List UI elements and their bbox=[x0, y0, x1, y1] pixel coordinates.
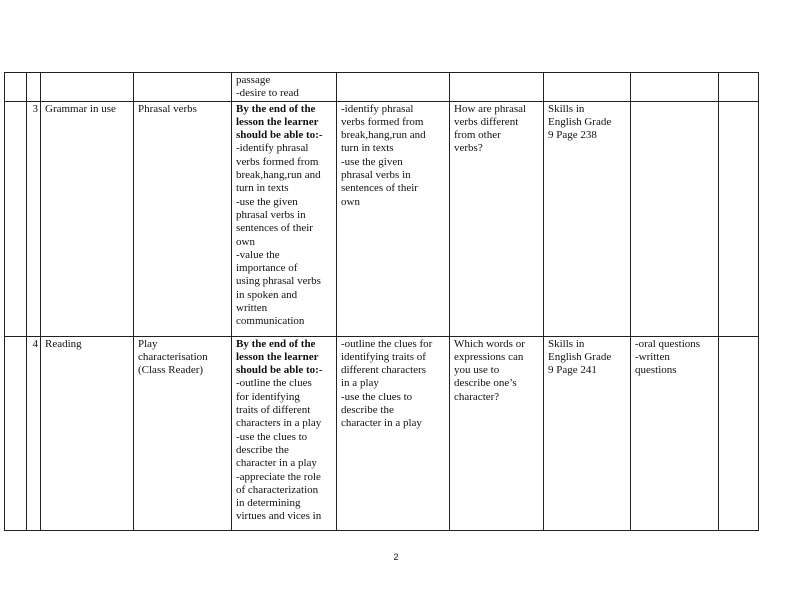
scheme-of-work-table bbox=[4, 72, 759, 531]
lesson-cell: 3 bbox=[27, 101, 41, 336]
resources-cell: Skills in English Grade 9 Page 241 bbox=[544, 336, 631, 530]
week-cell bbox=[5, 336, 27, 530]
table-row bbox=[5, 73, 759, 102]
page-number: 2 bbox=[393, 552, 399, 562]
remarks-cell bbox=[719, 101, 759, 336]
strand-cell: Reading bbox=[41, 336, 134, 530]
outcomes-heading: By the end of the lesson the learner should be able to:- bbox=[236, 102, 323, 142]
strand-cell: Grammar in use bbox=[41, 101, 134, 336]
outcomes-heading: By the end of the lesson the learner should be able to:- bbox=[236, 337, 323, 377]
outcomes-cell bbox=[232, 101, 337, 336]
remarks-cell bbox=[719, 73, 759, 102]
table-row bbox=[5, 101, 759, 336]
resources-cell: Skills in English Grade 9 Page 238 bbox=[544, 101, 631, 336]
assessment-cell bbox=[631, 101, 719, 336]
experiences-cell bbox=[337, 73, 450, 102]
inquiry-question-cell bbox=[450, 73, 544, 102]
remarks-cell bbox=[719, 336, 759, 530]
table-row bbox=[5, 336, 759, 530]
outcomes-text: -outline the clues for identifying traits of different characters in a play -use the clues to describe the character in a play -appreciate the role of characterization in determining virtues and vices in bbox=[236, 377, 322, 523]
week-cell bbox=[5, 73, 27, 102]
inquiry-question-cell: Which words or expressions can you use to describe one’s character? bbox=[450, 336, 544, 530]
week-cell bbox=[5, 101, 27, 336]
sub-strand-cell: Play characterisation (Class Reader) bbox=[134, 336, 232, 530]
outcomes-text: -identify phrasal verbs formed from break,hang,run and turn in texts -use the given phrasal verbs in sentences of their own -value the importance of using phrasal verbs in spoken and written communication bbox=[236, 142, 321, 328]
strand-cell bbox=[41, 73, 134, 102]
experiences-cell: -outline the clues for identifying traits of different characters in a play -use the clues to describe the character in a play bbox=[337, 336, 450, 530]
lesson-cell: 4 bbox=[27, 336, 41, 530]
assessment-cell bbox=[631, 73, 719, 102]
experiences-cell: -identify phrasal verbs formed from break,hang,run and turn in texts -use the given phrasal verbs in sentences of their own bbox=[337, 101, 450, 336]
sub-strand-cell: Phrasal verbs bbox=[134, 101, 232, 336]
lesson-cell bbox=[27, 73, 41, 102]
sub-strand-cell bbox=[134, 73, 232, 102]
inquiry-question-cell: How are phrasal verbs different from other verbs? bbox=[450, 101, 544, 336]
outcomes-cell bbox=[232, 336, 337, 530]
outcomes-cell bbox=[232, 73, 337, 102]
assessment-cell: -oral questions -written questions bbox=[631, 336, 719, 530]
outcomes-text: passage -desire to read bbox=[236, 74, 299, 100]
resources-cell bbox=[544, 73, 631, 102]
